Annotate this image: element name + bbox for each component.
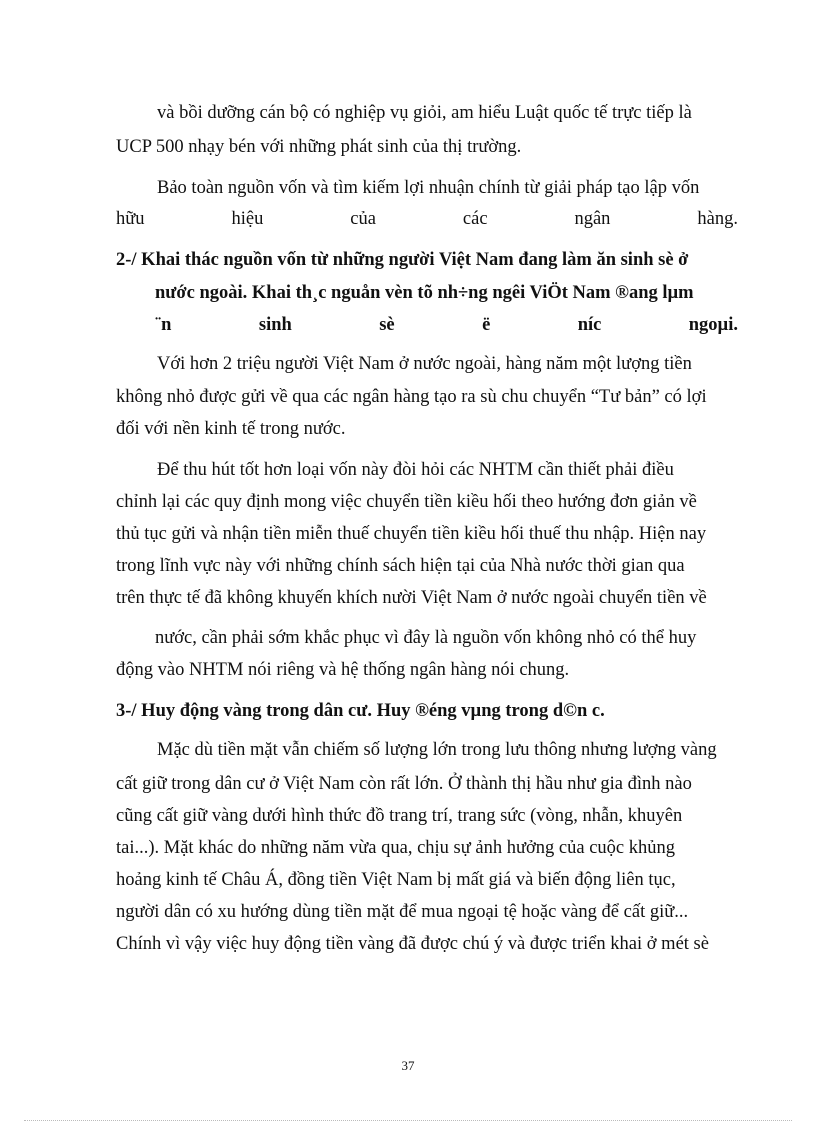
paragraph-line: nước, cần phải sớm khắc phục vì đây là nguồn vốn không nhỏ có thể huy: [155, 628, 697, 648]
paragraph-line: không nhỏ được gửi về qua các ngân hàng tạo ra sù chu chuyển “Tư bản” có lợi: [116, 387, 707, 407]
word: ë: [482, 315, 491, 335]
word: ¨n: [155, 315, 172, 335]
paragraph-line: thủ tục gửi và nhận tiền miễn thuế chuyển tiền kiều hối thuế thu nhập. Hiện nay: [116, 524, 707, 544]
paragraph-line: cũng cất giữ vàng dưới hình thức đồ trang trí, trang sức (vòng, nhẫn, khuyên: [116, 806, 683, 826]
paragraph-line: UCP 500 nhạy bén với những phát sinh của thị trường.: [116, 137, 522, 157]
word: hiệu: [231, 209, 264, 229]
word: của: [350, 209, 376, 229]
word: hữu: [116, 209, 145, 229]
section-heading-garbled: nước ngoài. Khai th¸c nguån vèn tõ nh÷ng ngêi ViÖt Nam ®ang lµm: [155, 283, 694, 303]
paragraph-line: Với hơn 2 triệu người Việt Nam ở nước ngoài, hàng năm một lượng tiền: [157, 354, 692, 374]
paragraph-line: cất giữ trong dân cư ở Việt Nam còn rất lớn. Ở thành thị hầu như gia đình nào: [116, 774, 692, 794]
page-bottom-border: [24, 1120, 792, 1121]
paragraph-line: [116, 207, 738, 231]
paragraph-line: người dân có xu hướng dùng tiền mặt để mua ngoại tệ hoặc vàng để cất giữ...: [116, 902, 689, 922]
section-heading-garbled: [155, 313, 738, 337]
paragraph-line: hoảng kinh tế Châu Á, đồng tiền Việt Nam bị mất giá và biến động liên tục,: [116, 870, 676, 890]
paragraph-line: đối với nền kinh tế trong nước.: [116, 419, 346, 439]
paragraph-line: Để thu hút tốt hơn loại vốn này đòi hỏi các NHTM cần thiết phải điều: [157, 460, 674, 480]
paragraph-line: động vào NHTM nói riêng và hệ thống ngân hàng nói chung.: [116, 660, 570, 680]
paragraph-line: trên thực tế đã không khuyến khích nười Việt Nam ở nước ngoài chuyển tiền về: [116, 588, 707, 608]
paragraph-line: tai...). Mặt khác do những năm vừa qua, chịu sự ảnh hưởng của cuộc khủng: [116, 838, 676, 858]
word: ngoµi.: [688, 315, 738, 335]
paragraph-line: Mặc dù tiền mặt vẫn chiếm số lượng lớn trong lưu thông nhưng lượng vàng: [157, 740, 717, 760]
page-number: 37: [401, 1058, 415, 1073]
word: sinh: [258, 315, 292, 335]
paragraph-line: Bảo toàn nguồn vốn và tìm kiếm lợi nhuận chính từ giải pháp tạo lập vốn: [157, 178, 700, 198]
word: níc: [577, 315, 602, 335]
paragraph-line: chỉnh lại các quy định mong việc chuyển tiền kiều hối theo hướng đơn giản về: [116, 492, 697, 512]
word: các: [462, 209, 488, 229]
paragraph-line: và bồi dưỡng cán bộ có nghiệp vụ giỏi, am hiểu Luật quốc tế trực tiếp là: [157, 103, 692, 123]
paragraph-line: Chính vì vậy việc huy động tiền vàng đã được chú ý và được triển khai ở mét sè: [116, 934, 709, 954]
paragraph-line: trong lĩnh vực này với những chính sách hiện tại của Nhà nước thời gian qua: [116, 556, 685, 576]
section-heading: 2-/ Khai thác nguồn vốn từ những người Việt Nam đang làm ăn sinh sè ở: [116, 250, 689, 270]
word: hàng.: [697, 209, 738, 229]
section-heading: 3-/ Huy động vàng trong dân cư. Huy ®éng vµng trong d©n c.: [116, 701, 605, 721]
word: ngân: [574, 209, 611, 229]
word: sè: [379, 315, 395, 335]
